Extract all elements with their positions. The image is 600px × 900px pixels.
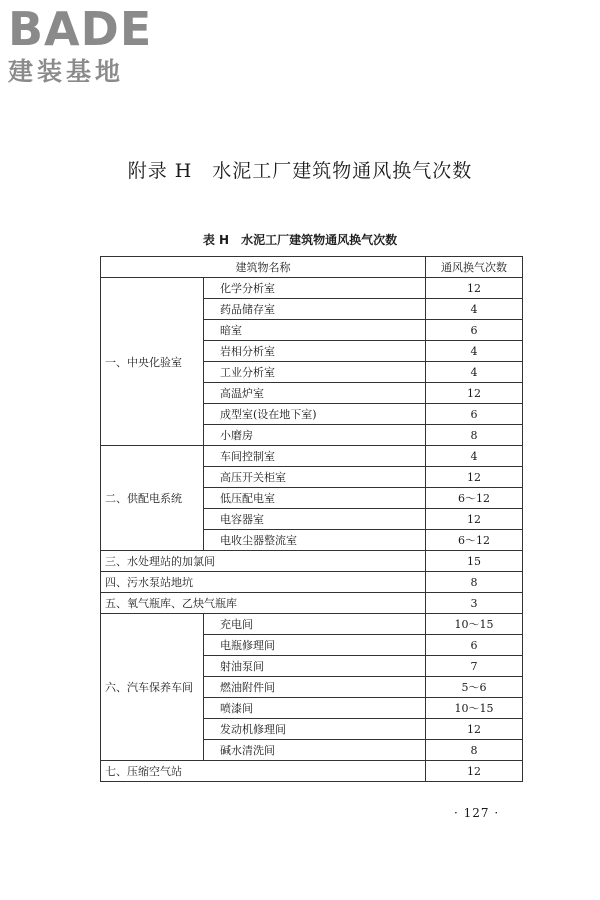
room-cell: 化学分析室: [204, 278, 426, 299]
room-cell: 药品储存室: [204, 299, 426, 320]
rate-cell: 3: [426, 593, 523, 614]
table-header-row: [101, 257, 523, 278]
category-cell: 四、污水泵站地坑: [101, 572, 426, 593]
rate-cell: 12: [426, 509, 523, 530]
rate-cell: 4: [426, 299, 523, 320]
room-cell: 成型室(设在地下室): [204, 404, 426, 425]
rate-cell: 8: [426, 425, 523, 446]
rate-cell: 6: [426, 404, 523, 425]
rate-cell: 8: [426, 572, 523, 593]
room-cell: 电瓶修理间: [204, 635, 426, 656]
table-row: [101, 446, 523, 467]
logo-subtitle: 建装基地: [8, 57, 125, 86]
table-row: [101, 551, 523, 572]
room-cell: 低压配电室: [204, 488, 426, 509]
rate-cell: 12: [426, 278, 523, 299]
rate-cell: 4: [426, 362, 523, 383]
room-cell: 车间控制室: [204, 446, 426, 467]
category-cell: 五、氧气瓶库、乙炔气瓶库: [101, 593, 426, 614]
rate-cell: 12: [426, 383, 523, 404]
table-row: [101, 278, 523, 299]
bade-logo: [8, 4, 178, 94]
category-cell: 六、汽车保养车间: [101, 614, 204, 761]
page-number: · 127 ·: [454, 806, 500, 820]
category-cell: 二、供配电系统: [101, 446, 204, 551]
rate-cell: 12: [426, 719, 523, 740]
rate-cell: 12: [426, 761, 523, 782]
room-cell: 电容器室: [204, 509, 426, 530]
room-cell: 射油泵间: [204, 656, 426, 677]
room-cell: 暗室: [204, 320, 426, 341]
room-cell: 岩相分析室: [204, 341, 426, 362]
rate-cell: 4: [426, 341, 523, 362]
room-cell: 小磨房: [204, 425, 426, 446]
room-cell: 充电间: [204, 614, 426, 635]
room-cell: 碱水清洗间: [204, 740, 426, 761]
table-title: 表 H 水泥工厂建筑物通风换气次数: [202, 233, 398, 247]
table-row: [101, 572, 523, 593]
table-row: [101, 614, 523, 635]
room-cell: 发动机修理间: [204, 719, 426, 740]
rate-cell: 5～6: [426, 677, 523, 698]
category-cell: 三、水处理站的加氯间: [101, 551, 426, 572]
room-cell: 电收尘器整流室: [204, 530, 426, 551]
logo-brand: BADE: [8, 2, 153, 56]
rate-cell: 10～15: [426, 698, 523, 719]
rate-cell: 4: [426, 446, 523, 467]
category-cell: 七、压缩空气站: [101, 761, 426, 782]
ventilation-table: [100, 256, 523, 782]
rate-cell: 7: [426, 656, 523, 677]
room-cell: 喷漆间: [204, 698, 426, 719]
header-ventilation-rate: 通风换气次数: [426, 257, 523, 278]
table-row: [101, 761, 523, 782]
rate-cell: 15: [426, 551, 523, 572]
rate-cell: 6: [426, 635, 523, 656]
rate-cell: 6～12: [426, 488, 523, 509]
room-cell: 高压开关柜室: [204, 467, 426, 488]
rate-cell: 6: [426, 320, 523, 341]
rate-cell: 8: [426, 740, 523, 761]
rate-cell: 12: [426, 467, 523, 488]
room-cell: 工业分析室: [204, 362, 426, 383]
rate-cell: 10～15: [426, 614, 523, 635]
appendix-title: 附录 H 水泥工厂建筑物通风换气次数: [127, 160, 473, 182]
category-cell: 一、中央化验室: [101, 278, 204, 446]
room-cell: 高温炉室: [204, 383, 426, 404]
header-building-name: 建筑物名称: [101, 257, 426, 278]
room-cell: 燃油附件间: [204, 677, 426, 698]
table-row: [101, 593, 523, 614]
rate-cell: 6～12: [426, 530, 523, 551]
